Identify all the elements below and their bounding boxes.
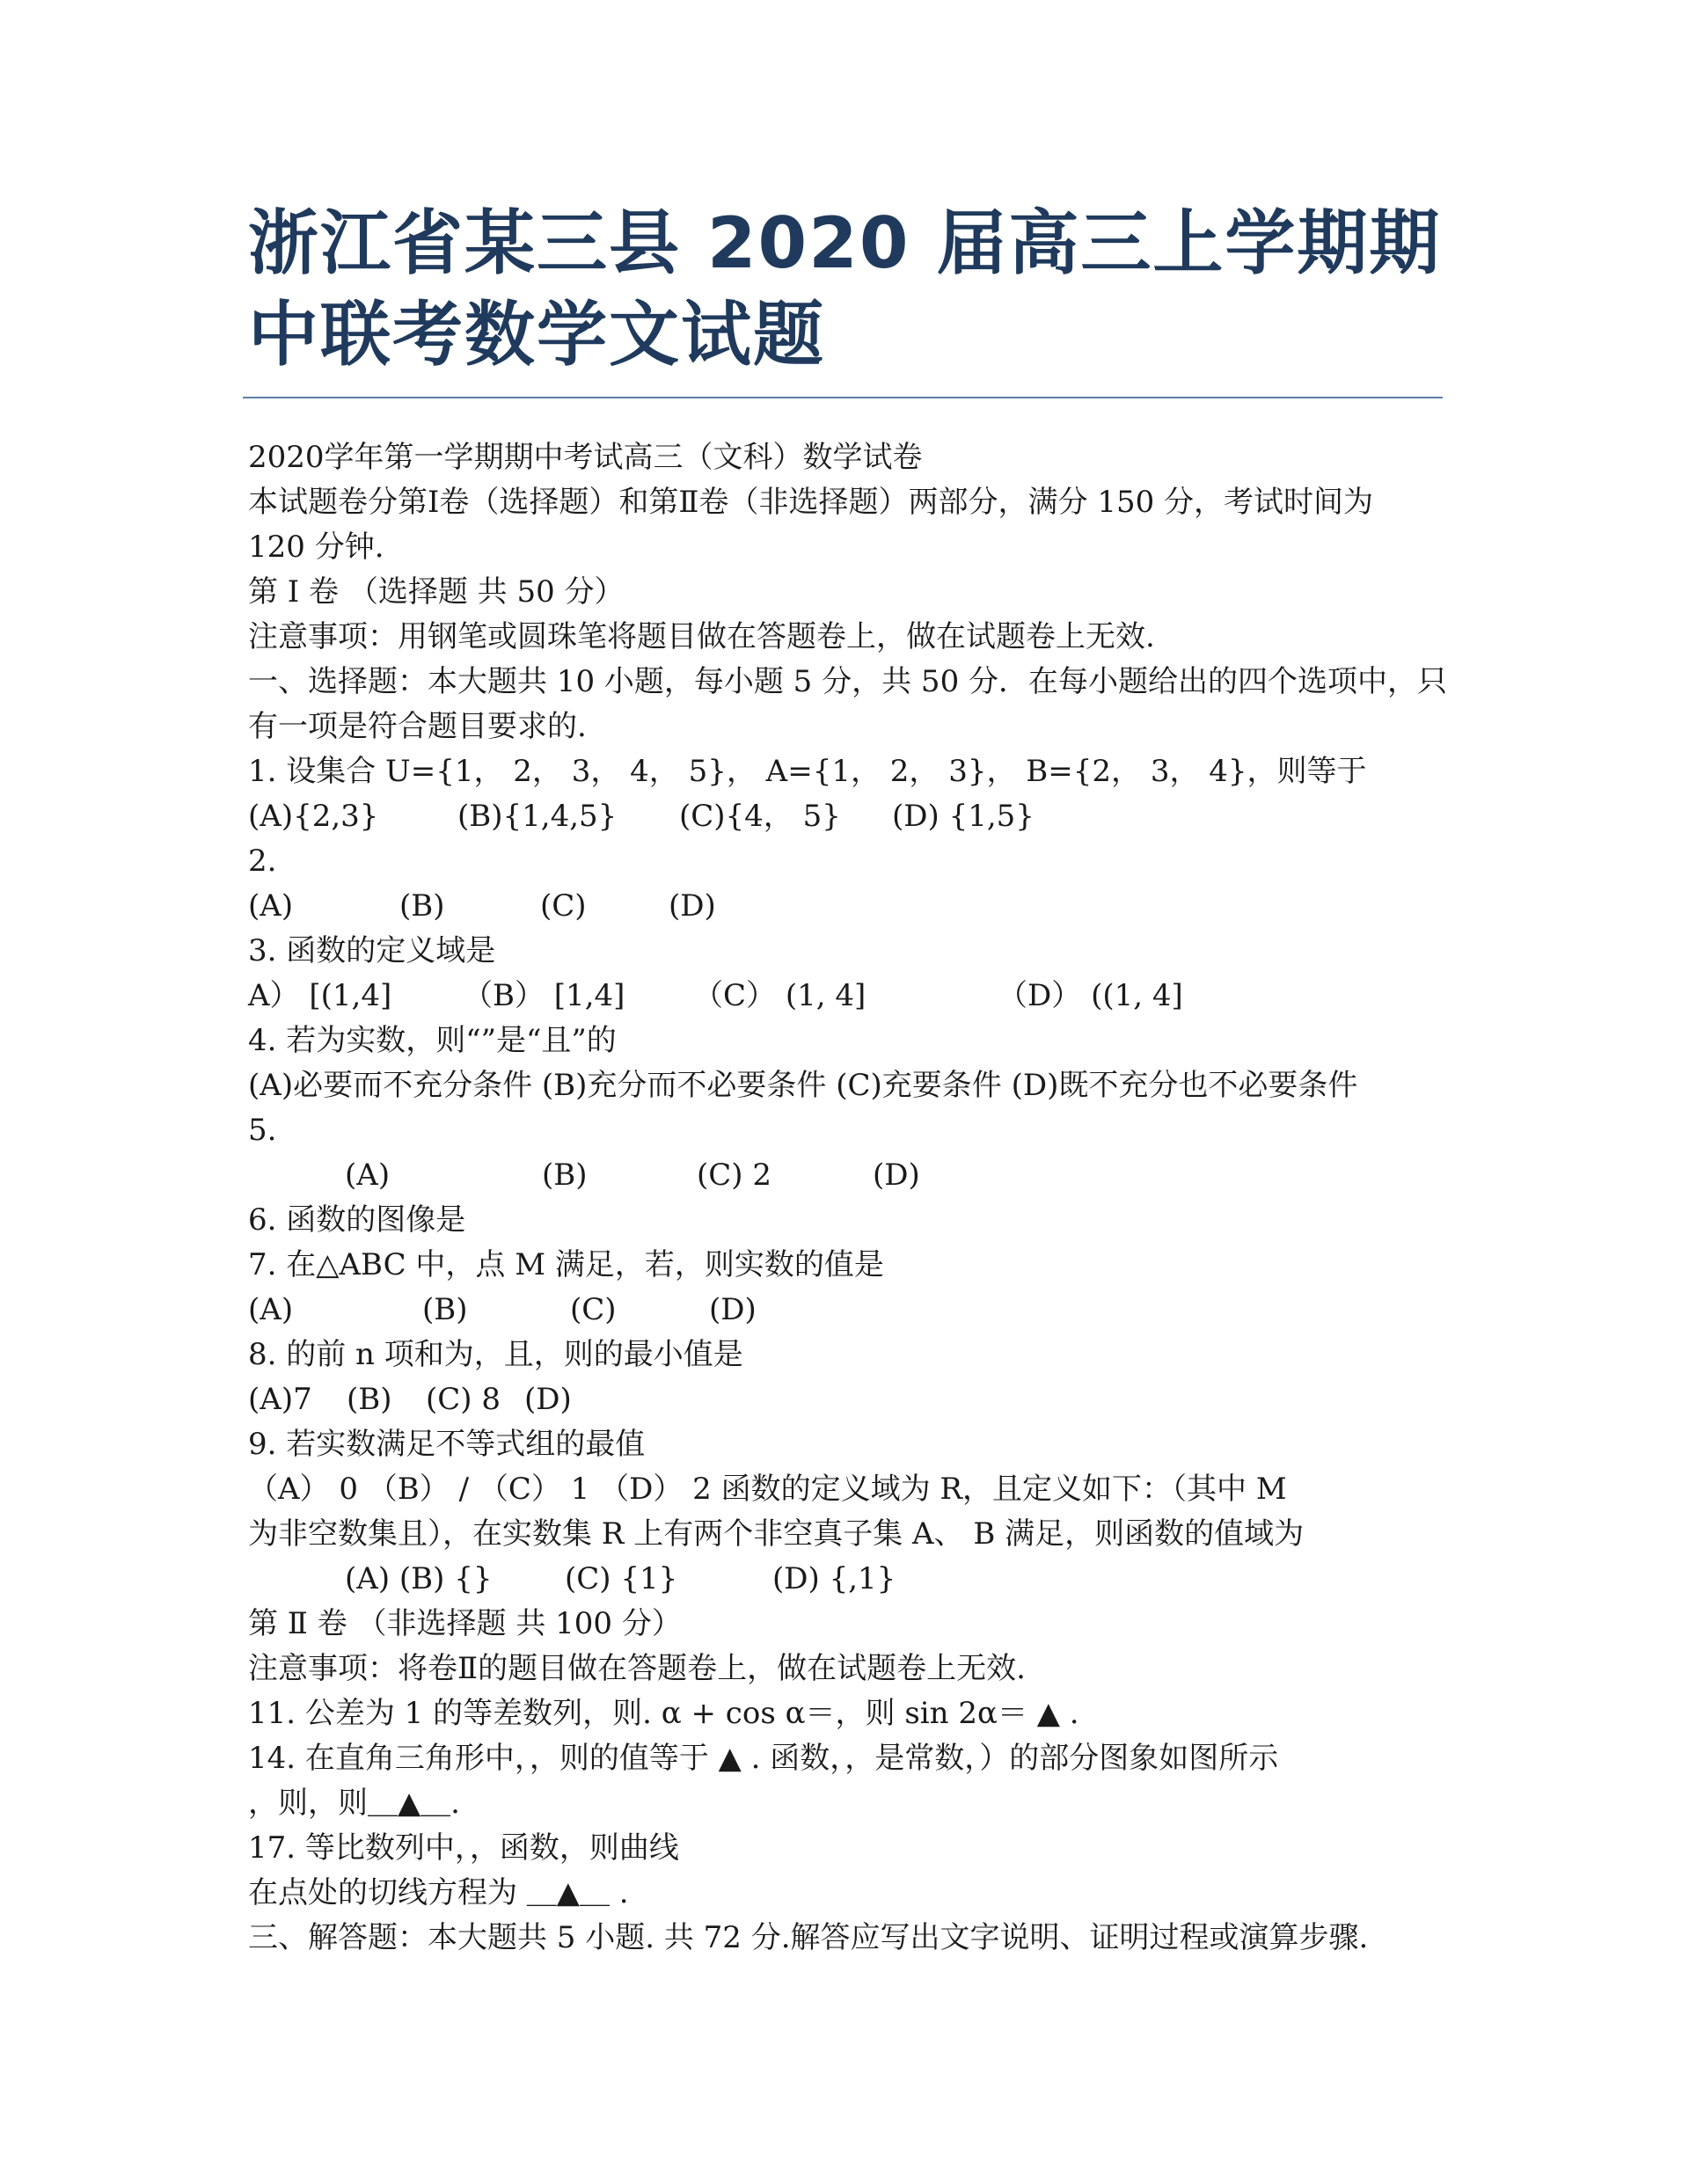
question-8: 8. 的前 n 项和为，且，则的最小值是 <box>248 1337 743 1372</box>
question-4-options: (A)必要而不充分条件 (B)充分而不必要条件 (C)充要条件 (D)既不充分也不必要条件 <box>248 1068 1358 1103</box>
question-5: 5. <box>248 1113 277 1148</box>
document-title <box>248 198 1444 381</box>
option-c: (C) <box>540 888 587 924</box>
option-d: (D) <box>524 1382 572 1417</box>
option-c: (C) <box>570 1292 617 1327</box>
option-c: （C） (1, 4] <box>693 978 866 1013</box>
question-4: 4. 若为实数，则“”是“且”的 <box>248 1023 617 1058</box>
option-a: (A) <box>248 1292 294 1327</box>
option-b: （B） [1,4] <box>463 978 625 1013</box>
title-divider <box>243 397 1443 398</box>
question-17: 17. 等比数列中，，函数，则曲线 <box>248 1830 679 1866</box>
question-2: 2. <box>248 844 277 879</box>
question-8-options <box>248 1377 1453 1422</box>
section-1-heading: 第 Ⅰ 卷 （选择题 共 50 分） <box>248 574 625 610</box>
option-a: (A) <box>345 1158 391 1193</box>
document-body <box>248 435 1453 1961</box>
option-c: (C) {1} <box>565 1561 678 1596</box>
question-1: 1. 设集合 U={1， 2， 3， 4， 5}， A={1， 2， 3}， B={2， 3， 4}，则等于 <box>248 754 1367 789</box>
option-c: (C){4， 5} <box>679 799 841 834</box>
option-b: (B) <box>542 1158 588 1193</box>
section-1-notice: 注意事项：用钢笔或圆珠笔将题目做在答题卷上，做在试题卷上无效. <box>248 619 1155 654</box>
option-d: (D) <box>709 1292 757 1327</box>
question-11: 11. 公差为 1 的等差数列，则. α + cos α＝，则 sin 2α＝ ▲ . <box>248 1696 1079 1731</box>
option-d: (D) <box>669 888 716 924</box>
section-2-heading: 第 Ⅱ 卷 （非选择题 共 100 分） <box>248 1606 682 1641</box>
option-c: (C) 8 <box>426 1382 501 1417</box>
question-7-options <box>248 1288 1453 1333</box>
question-10-text: 为非空数集且），在实数集 R 上有两个非空真子集 A、 B 满足，则函数的值域为 <box>248 1516 1305 1552</box>
question-1-options <box>248 794 1453 839</box>
option-b: (B) <box>399 888 445 924</box>
question-10-options <box>248 1557 1453 1602</box>
option-a: (A) <box>248 888 294 924</box>
question-14-cont: ，则，则＿▲＿. <box>248 1786 460 1821</box>
question-3: 3. 函数的定义域是 <box>248 933 496 968</box>
title-line-2: 中联考数学文试题 <box>248 294 825 376</box>
option-a: A） [(1,4] <box>248 978 392 1013</box>
exam-intro-cont: 120 分钟. <box>248 530 384 565</box>
option-b: (B) <box>422 1292 468 1327</box>
option-d: (D) {1,5} <box>892 799 1035 834</box>
exam-heading: 2020学年第一学期期中考试高三（文科）数学试卷 <box>248 440 923 475</box>
question-7: 7. 在△ABC 中，点 M 满足，若，则实数的值是 <box>248 1247 884 1282</box>
option-a: (A)7 <box>248 1382 312 1417</box>
question-6: 6. 函数的图像是 <box>248 1202 466 1238</box>
exam-intro: 本试题卷分第Ⅰ卷（选择题）和第Ⅱ卷（非选择题）两部分，满分 150 分，考试时间为 <box>248 485 1374 520</box>
part-1-instructions: 一、选择题：本大题共 10 小题，每小题 5 分，共 50 分．在每小题给出的四个选项中，只 <box>248 664 1448 699</box>
option-d: （D） ((1, 4] <box>998 978 1183 1013</box>
option-a: (A){2,3} <box>248 799 379 834</box>
section-2-notice: 注意事项：将卷Ⅱ的题目做在答题卷上，做在试题卷上无效. <box>248 1651 1026 1686</box>
option-ab: (A) (B) {} <box>345 1561 493 1596</box>
option-b: (B){1,4,5} <box>457 799 618 834</box>
question-5-options <box>248 1153 1453 1198</box>
question-17-cont: 在点处的切线方程为 ＿▲＿ . <box>248 1875 629 1910</box>
option-b: (B) <box>347 1382 392 1417</box>
part-1-instructions-cont: 有一项是符合题目要求的. <box>248 709 587 744</box>
option-c: (C) 2 <box>697 1158 771 1193</box>
question-2-options <box>248 884 1453 929</box>
part-3-instructions: 三、解答题：本大题共 5 小题. 共 72 分.解答应写出文字说明、证明过程或演算步骤. <box>248 1920 1369 1955</box>
question-3-options <box>248 974 1453 1019</box>
option-d: (D) <box>873 1158 920 1193</box>
option-d: (D) {,1} <box>772 1561 896 1596</box>
question-9-options: （A） 0 （B） / （C） 1 （D） 2 函数的定义域为 R，且定义如下：（其中 M <box>248 1472 1287 1507</box>
question-9: 9. 若实数满足不等式组的最值 <box>248 1427 646 1462</box>
title-line-1: 浙江省某三县 2020 届高三上学期期 <box>248 202 1442 284</box>
question-14: 14. 在直角三角形中，，则的值等于 ▲ . 函数，，是常数，）的部分图象如图所示 <box>248 1741 1279 1776</box>
